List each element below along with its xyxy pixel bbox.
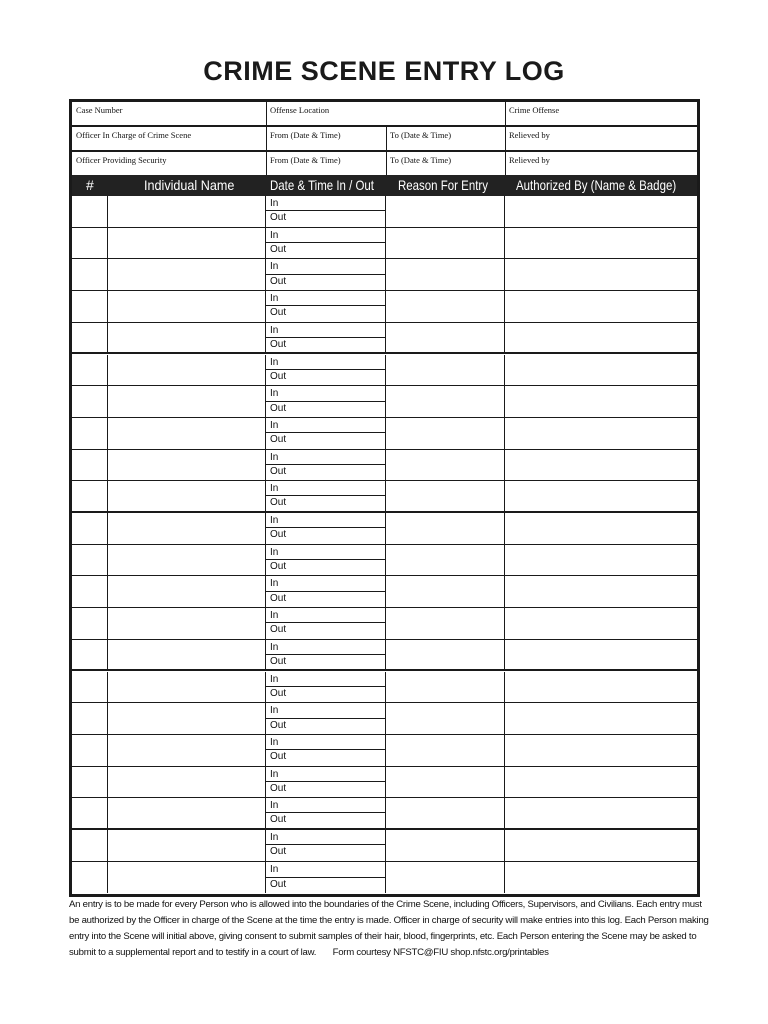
- entry-log-form: [69, 99, 700, 897]
- officer-from-field[interactable]: From (Date & Time): [270, 130, 341, 140]
- entry-in-field[interactable]: In: [266, 386, 385, 401]
- page-title: CRIME SCENE ENTRY LOG: [203, 56, 565, 86]
- entry-reason-cell[interactable]: [386, 545, 505, 576]
- entry-number-cell[interactable]: [72, 798, 108, 828]
- entry-in-field[interactable]: In: [266, 703, 385, 718]
- col-number: #: [86, 177, 94, 193]
- entry-number-cell[interactable]: [72, 767, 108, 798]
- entry-datetime-cell: [266, 291, 386, 322]
- entry-datetime-cell: [266, 576, 386, 607]
- entry-out-field[interactable]: Out: [270, 751, 287, 763]
- entry-datetime-cell: [266, 703, 386, 734]
- entry-authorized-cell[interactable]: [505, 735, 697, 766]
- offense-location-field[interactable]: Offense Location: [270, 105, 330, 115]
- entry-out-field[interactable]: Out: [270, 782, 287, 794]
- entry-datetime-cell: [266, 608, 386, 639]
- entry-number-cell[interactable]: [72, 450, 108, 481]
- entry-in-field[interactable]: In: [266, 862, 385, 878]
- entry-in-field[interactable]: In: [266, 323, 385, 338]
- entry-out-field[interactable]: Out: [270, 878, 287, 890]
- entry-row: [72, 735, 697, 767]
- entry-datetime-cell: [266, 672, 386, 703]
- entry-reason-cell[interactable]: [386, 450, 505, 481]
- entry-row: [72, 513, 697, 545]
- entry-datetime-cell: [266, 545, 386, 576]
- entry-authorized-cell[interactable]: [505, 291, 697, 322]
- entry-number-cell[interactable]: [72, 196, 108, 227]
- entry-authorized-cell[interactable]: [505, 767, 697, 798]
- entry-reason-cell[interactable]: [386, 735, 505, 766]
- entry-datetime-cell: [266, 196, 386, 227]
- entry-row: [72, 640, 697, 672]
- entry-number-cell[interactable]: [72, 291, 108, 322]
- entry-name-cell[interactable]: [108, 640, 266, 670]
- entry-row: [72, 386, 697, 418]
- entry-name-cell[interactable]: [108, 386, 266, 417]
- entry-authorized-cell[interactable]: [505, 862, 697, 894]
- entry-authorized-cell[interactable]: [505, 576, 697, 607]
- entry-row: [72, 545, 697, 577]
- entry-datetime-cell: [266, 767, 386, 798]
- entry-number-cell[interactable]: [72, 735, 108, 766]
- entry-in-field[interactable]: In: [266, 576, 385, 591]
- case-number-field[interactable]: Case Number: [76, 105, 123, 115]
- entry-number-cell[interactable]: [72, 513, 108, 544]
- entry-name-cell[interactable]: [108, 735, 266, 766]
- security-to-field[interactable]: To (Date & Time): [390, 155, 452, 165]
- entry-out-field[interactable]: Out: [270, 402, 287, 414]
- entry-name-cell[interactable]: [108, 830, 266, 861]
- entry-row: [72, 481, 697, 513]
- entry-out-field[interactable]: Out: [270, 497, 287, 509]
- entry-out-field[interactable]: Out: [270, 814, 287, 826]
- entry-reason-cell[interactable]: [386, 228, 505, 259]
- entry-reason-cell[interactable]: [386, 703, 505, 734]
- entry-row: [72, 672, 697, 704]
- entry-number-cell[interactable]: [72, 259, 108, 290]
- entry-authorized-cell[interactable]: [505, 228, 697, 259]
- entry-name-cell[interactable]: [108, 798, 266, 828]
- entry-in-field[interactable]: In: [266, 259, 385, 274]
- column-header-bar: [72, 175, 697, 196]
- entry-in-field[interactable]: In: [266, 608, 385, 623]
- entry-name-cell[interactable]: [108, 703, 266, 734]
- entry-authorized-cell[interactable]: [505, 703, 697, 734]
- entry-reason-cell[interactable]: [386, 672, 505, 703]
- entry-reason-cell[interactable]: [386, 608, 505, 639]
- entry-row: [72, 703, 697, 735]
- entry-reason-cell[interactable]: [386, 323, 505, 353]
- entry-number-cell[interactable]: [72, 862, 108, 894]
- entry-row: [72, 355, 697, 387]
- entry-authorized-cell[interactable]: [505, 513, 697, 544]
- entry-reason-cell[interactable]: [386, 830, 505, 861]
- footer-note: [69, 897, 709, 961]
- entry-name-cell[interactable]: [108, 259, 266, 290]
- entry-number-cell[interactable]: [72, 545, 108, 576]
- entry-out-field[interactable]: Out: [270, 307, 287, 319]
- footer-instructions: An entry is to be made for every Person who is allowed into the boundaries of the Crime Scene, including Officers, Supervisors, and Civilians. Each entry must be authorized by the Officer in charge of the Scene at the time the entry is made. Officer in charge of security will make entries into this log. Each Person making entry into the Scene will initial above, giving consent to submit samples of their hair, blood, fingerprints, etc. Each Person entering the Scene may be asked to submit to a supplemental report and to testify in a court of law.: [69, 899, 709, 958]
- entry-in-field[interactable]: In: [266, 196, 385, 211]
- entry-number-cell[interactable]: [72, 228, 108, 259]
- entry-row: [72, 450, 697, 482]
- entry-number-cell[interactable]: [72, 640, 108, 670]
- entry-out-field[interactable]: Out: [270, 212, 287, 224]
- header-row-security: [72, 152, 697, 175]
- entry-name-cell[interactable]: [108, 513, 266, 544]
- entry-number-cell[interactable]: [72, 386, 108, 417]
- entry-datetime-cell: [266, 830, 386, 861]
- entry-datetime-cell: [266, 735, 386, 766]
- entry-authorized-cell[interactable]: [505, 798, 697, 828]
- entry-datetime-cell: [266, 228, 386, 259]
- entry-name-cell[interactable]: [108, 608, 266, 639]
- security-officer-field[interactable]: Officer Providing Security: [76, 155, 167, 165]
- entry-reason-cell[interactable]: [386, 196, 505, 227]
- entry-in-field[interactable]: In: [266, 355, 385, 370]
- entry-number-cell[interactable]: [72, 323, 108, 353]
- entry-name-cell[interactable]: [108, 196, 266, 227]
- entry-name-cell[interactable]: [108, 862, 266, 894]
- entry-out-field[interactable]: Out: [270, 370, 287, 382]
- entry-datetime-cell: [266, 259, 386, 290]
- entry-reason-cell[interactable]: [386, 640, 505, 670]
- entry-reason-cell[interactable]: [386, 291, 505, 322]
- entry-out-field[interactable]: Out: [270, 338, 287, 350]
- entry-number-cell[interactable]: [72, 830, 108, 861]
- entry-reason-cell[interactable]: [386, 481, 505, 511]
- entry-out-field[interactable]: Out: [270, 465, 287, 477]
- entry-row: [72, 798, 697, 830]
- entry-datetime-cell: [266, 481, 386, 511]
- entry-datetime-cell: [266, 323, 386, 353]
- col-date-time: Date & Time In / Out: [270, 177, 374, 193]
- entry-authorized-cell[interactable]: [505, 418, 697, 449]
- col-authorized-by: Authorized By (Name & Badge): [516, 177, 677, 193]
- entry-datetime-cell: [266, 450, 386, 481]
- officer-in-charge-field[interactable]: Officer In Charge of Crime Scene: [76, 130, 192, 140]
- entry-number-cell[interactable]: [72, 418, 108, 449]
- col-reason: Reason For Entry: [398, 177, 488, 193]
- entry-in-field[interactable]: In: [266, 735, 385, 750]
- entry-name-cell[interactable]: [108, 355, 266, 386]
- entry-out-field[interactable]: Out: [270, 561, 287, 573]
- entry-row: [72, 576, 697, 608]
- entry-name-cell[interactable]: [108, 576, 266, 607]
- entry-datetime-cell: [266, 355, 386, 386]
- entry-in-field[interactable]: In: [266, 640, 385, 655]
- entry-row: [72, 196, 697, 228]
- entry-reason-cell[interactable]: [386, 513, 505, 544]
- entry-reason-cell[interactable]: [386, 386, 505, 417]
- entry-reason-cell[interactable]: [386, 418, 505, 449]
- security-from-field[interactable]: From (Date & Time): [270, 155, 341, 165]
- entry-out-field[interactable]: Out: [270, 655, 287, 667]
- entry-name-cell[interactable]: [108, 545, 266, 576]
- officer-relieved-by-field[interactable]: Relieved by: [509, 130, 550, 140]
- entry-in-field[interactable]: In: [266, 513, 385, 528]
- entry-in-field[interactable]: In: [266, 291, 385, 306]
- entry-authorized-cell[interactable]: [505, 830, 697, 861]
- entry-reason-cell[interactable]: [386, 767, 505, 798]
- entry-authorized-cell[interactable]: [505, 640, 697, 670]
- entry-row: [72, 228, 697, 260]
- entry-name-cell[interactable]: [108, 767, 266, 798]
- entry-row: [72, 259, 697, 291]
- entry-in-field[interactable]: In: [266, 545, 385, 560]
- entry-in-field[interactable]: In: [266, 228, 385, 243]
- entry-datetime-cell: [266, 798, 386, 828]
- col-individual-name: Individual Name: [144, 177, 235, 193]
- header-row-case: [72, 102, 697, 127]
- entry-name-cell[interactable]: [108, 450, 266, 481]
- entry-row: [72, 418, 697, 450]
- entry-datetime-cell: [266, 640, 386, 670]
- entry-out-field[interactable]: Out: [270, 244, 287, 256]
- entry-row: [72, 862, 697, 894]
- entry-number-cell[interactable]: [72, 608, 108, 639]
- entry-authorized-cell[interactable]: [505, 545, 697, 576]
- entry-name-cell[interactable]: [108, 672, 266, 703]
- entry-datetime-cell: [266, 862, 386, 894]
- entry-out-field[interactable]: Out: [270, 687, 287, 699]
- entry-out-field[interactable]: Out: [270, 719, 287, 731]
- entry-reason-cell[interactable]: [386, 798, 505, 828]
- entry-reason-cell[interactable]: [386, 862, 505, 894]
- entry-name-cell[interactable]: [108, 481, 266, 511]
- entry-name-cell[interactable]: [108, 228, 266, 259]
- entry-authorized-cell[interactable]: [505, 481, 697, 511]
- entry-reason-cell[interactable]: [386, 259, 505, 290]
- entry-out-field[interactable]: Out: [270, 275, 287, 287]
- entry-number-cell[interactable]: [72, 703, 108, 734]
- entry-out-field[interactable]: Out: [270, 846, 287, 858]
- entry-reason-cell[interactable]: [386, 576, 505, 607]
- entry-authorized-cell[interactable]: [505, 259, 697, 290]
- entry-reason-cell[interactable]: [386, 355, 505, 386]
- entry-authorized-cell[interactable]: [505, 608, 697, 639]
- entry-authorized-cell[interactable]: [505, 386, 697, 417]
- entry-in-field[interactable]: In: [266, 830, 385, 845]
- entry-out-field[interactable]: Out: [270, 624, 287, 636]
- entry-name-cell[interactable]: [108, 418, 266, 449]
- entry-datetime-cell: [266, 418, 386, 449]
- entry-number-cell[interactable]: [72, 576, 108, 607]
- entry-in-field[interactable]: In: [266, 798, 385, 813]
- entry-in-field[interactable]: In: [266, 481, 385, 496]
- entry-name-cell[interactable]: [108, 291, 266, 322]
- entry-row: [72, 608, 697, 640]
- entry-row: [72, 767, 697, 799]
- entry-out-field[interactable]: Out: [270, 592, 287, 604]
- entry-name-cell[interactable]: [108, 323, 266, 353]
- footer-credit: Form courtesy NFSTC@FIU shop.nfstc.org/printables: [332, 947, 549, 958]
- entry-row: [72, 830, 697, 862]
- officer-to-field[interactable]: To (Date & Time): [390, 130, 452, 140]
- entry-number-cell[interactable]: [72, 672, 108, 703]
- entry-in-field[interactable]: In: [266, 450, 385, 465]
- entry-authorized-cell[interactable]: [505, 450, 697, 481]
- entry-out-field[interactable]: Out: [270, 529, 287, 541]
- entry-authorized-cell[interactable]: [505, 196, 697, 227]
- entry-number-cell[interactable]: [72, 481, 108, 511]
- entry-datetime-cell: [266, 386, 386, 417]
- entry-row: [72, 323, 697, 355]
- entry-in-field[interactable]: In: [266, 672, 385, 687]
- entry-in-field[interactable]: In: [266, 767, 385, 782]
- entry-authorized-cell[interactable]: [505, 355, 697, 386]
- header-row-officer-in-charge: [72, 127, 697, 152]
- entry-authorized-cell[interactable]: [505, 323, 697, 353]
- entry-number-cell[interactable]: [72, 355, 108, 386]
- entry-in-field[interactable]: In: [266, 418, 385, 433]
- crime-offense-field[interactable]: Crime Offense: [509, 105, 560, 115]
- entry-row: [72, 291, 697, 323]
- entry-authorized-cell[interactable]: [505, 672, 697, 703]
- entry-out-field[interactable]: Out: [270, 434, 287, 446]
- security-relieved-by-field[interactable]: Relieved by: [509, 155, 550, 165]
- entry-datetime-cell: [266, 513, 386, 544]
